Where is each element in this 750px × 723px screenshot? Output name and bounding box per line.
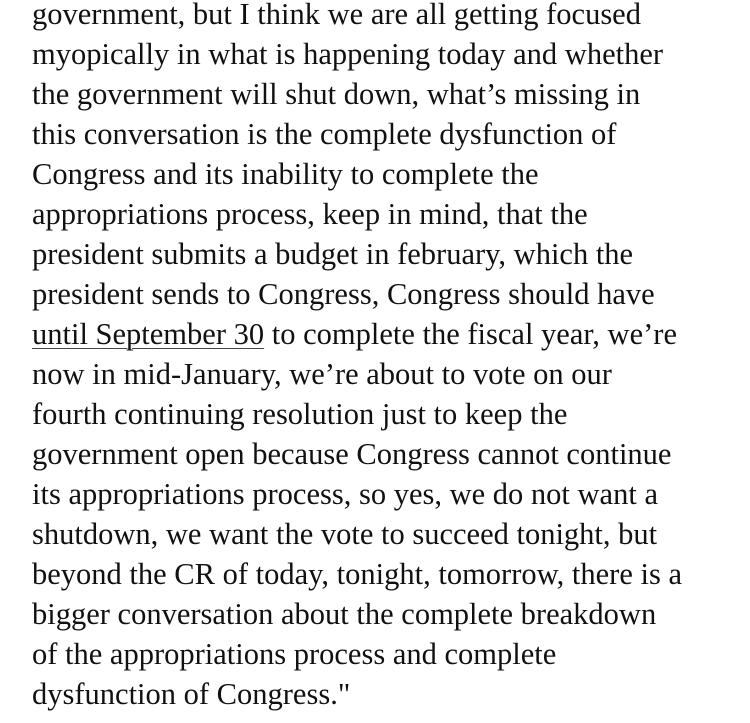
text-line-10: now in mid-January, we’re about to vote on our xyxy=(32,357,612,391)
text-line-9-rest: to complete the fiscal year, we’re xyxy=(264,317,677,351)
text-line-9 xyxy=(32,314,732,354)
text-line-7: president submits a budget in february, which the xyxy=(32,237,634,271)
text-line-6: appropriations process, keep in mind, that the xyxy=(32,197,588,231)
text-line-12: government open because Congress cannot continue xyxy=(32,437,672,471)
text-line-5: Congress and its inability to complete the xyxy=(32,157,539,191)
quote-paragraph xyxy=(32,0,732,714)
text-line-2: myopically in what is happening today and whether xyxy=(32,37,664,71)
text-line-15: beyond the CR of today, tonight, tomorrow, there is a xyxy=(32,557,682,591)
text-line-3: the government will shut down, what’s missing in xyxy=(32,77,641,111)
text-line-17: of the appropriations process and complete xyxy=(32,637,557,671)
text-line-4: this conversation is the complete dysfunction of xyxy=(32,117,617,151)
text-line-16: bigger conversation about the complete breakdown xyxy=(32,597,657,631)
text-line-1: government, but I think we are all getting focused xyxy=(32,0,641,31)
text-line-8: president sends to Congress, Congress should have xyxy=(32,277,655,311)
text-line-14: shutdown, we want the vote to succeed tonight, but xyxy=(32,517,658,551)
text-line-18: dysfunction of Congress." xyxy=(32,677,351,711)
text-line-13: its appropriations process, so yes, we do not want a xyxy=(32,477,658,511)
text-line-11: fourth continuing resolution just to keep the xyxy=(32,397,568,431)
date-link[interactable]: until September 30 xyxy=(32,317,265,351)
